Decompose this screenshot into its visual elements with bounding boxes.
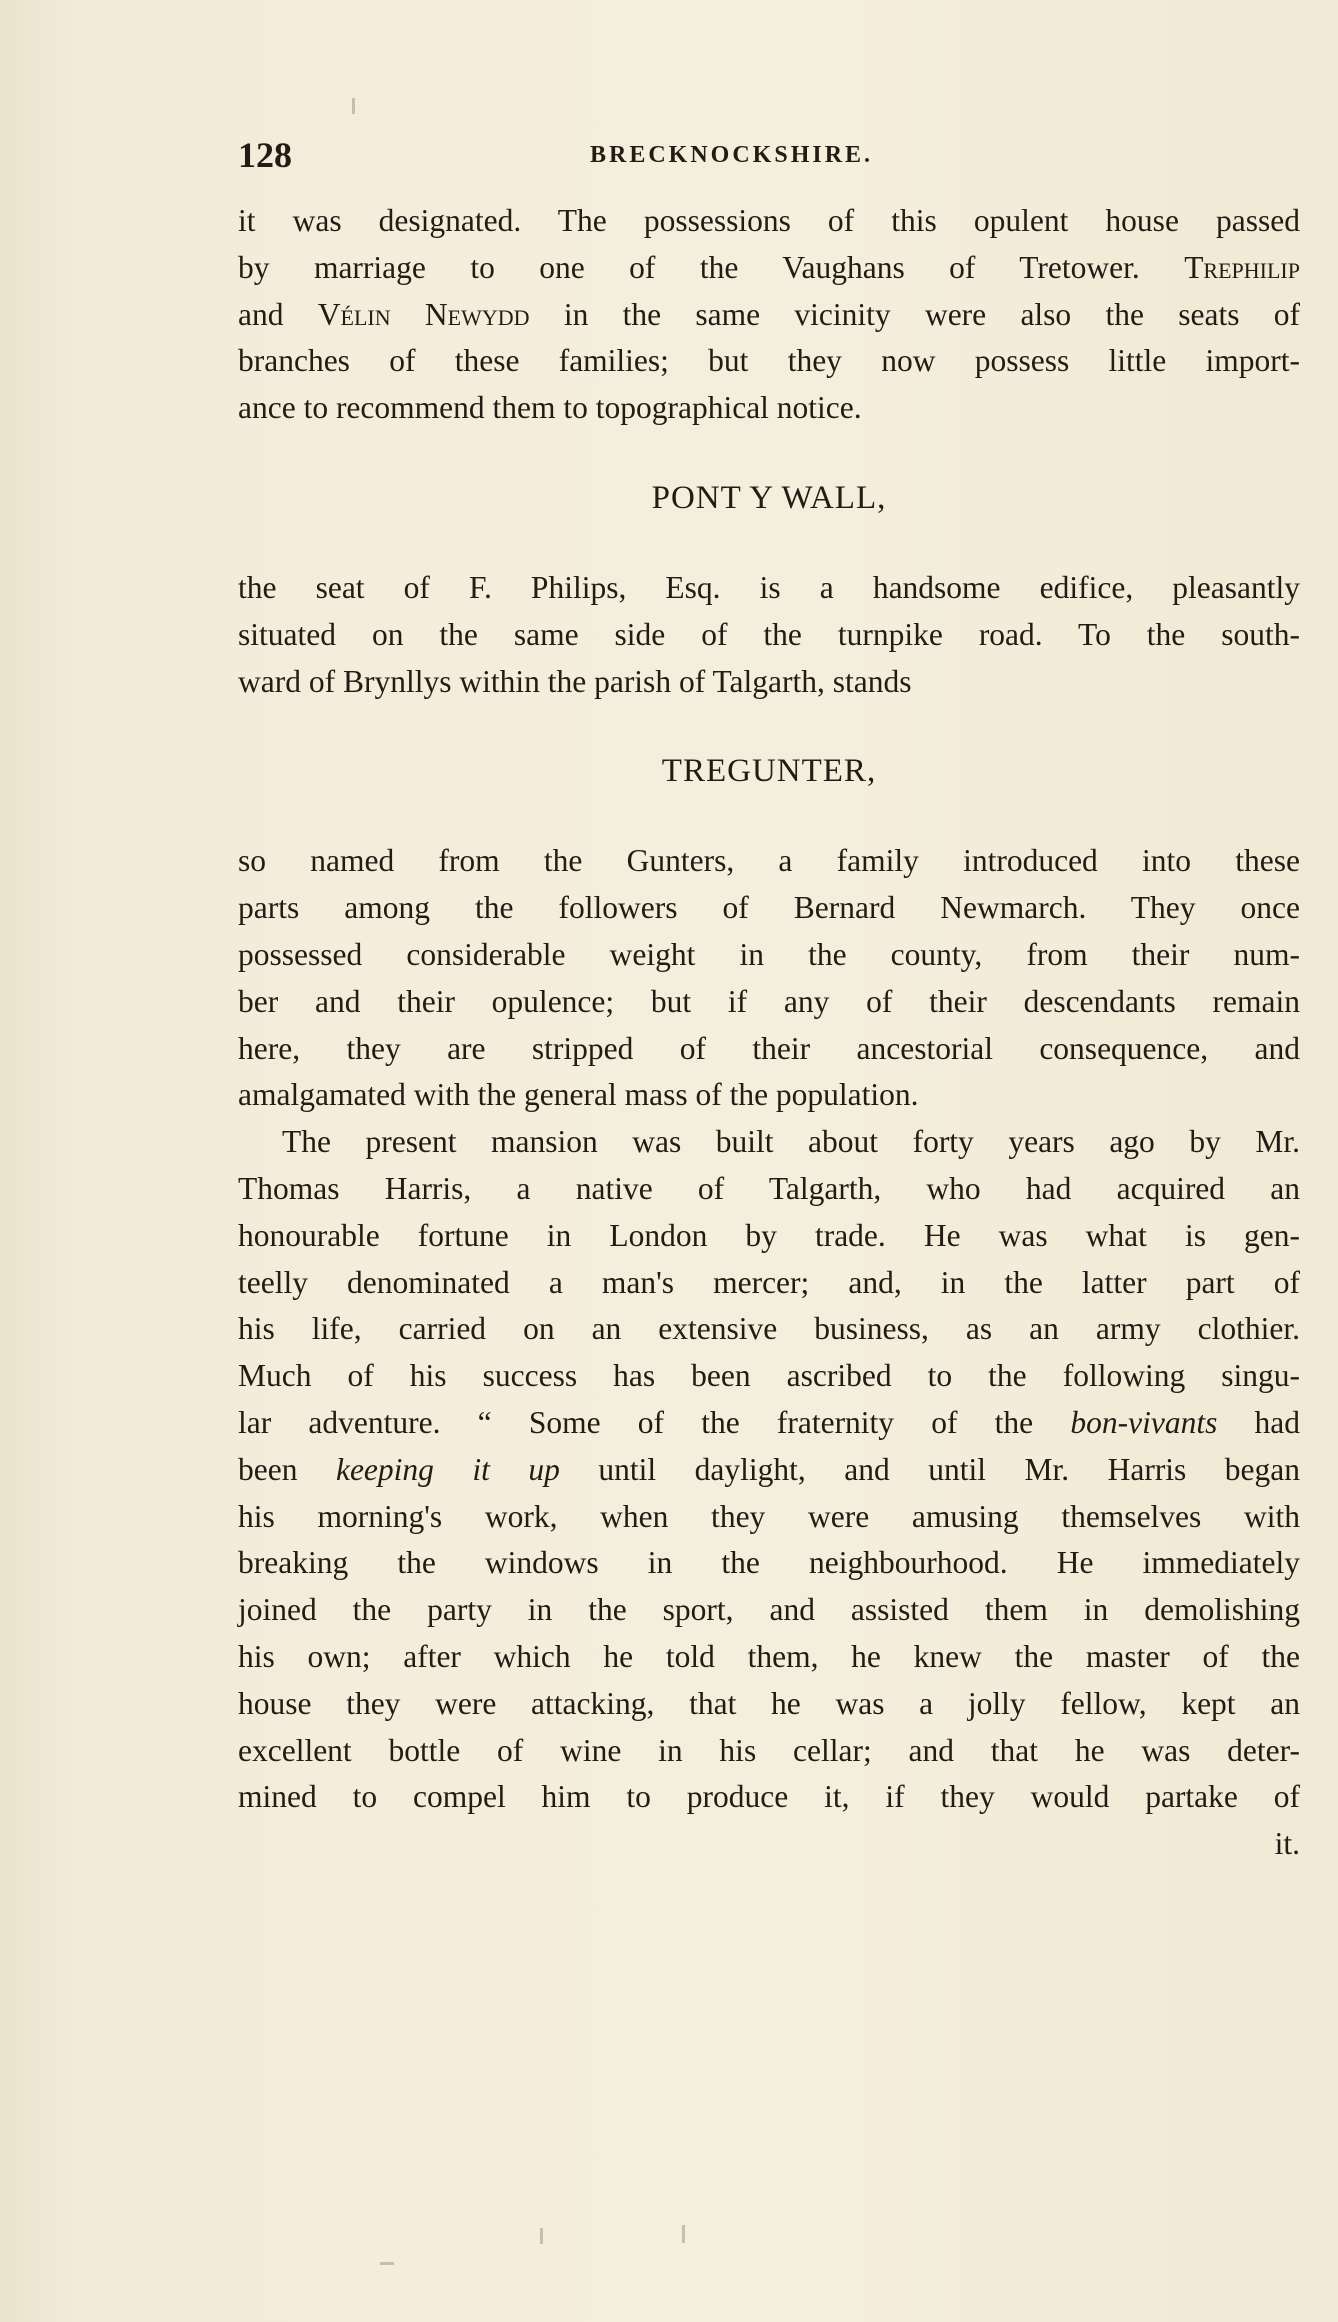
text-line: house they were attacking, that he was a jolly fellow, kept an (238, 1685, 1300, 1721)
paper-speck (682, 2225, 685, 2243)
small-caps-name: Newydd (424, 296, 530, 332)
text-line: situated on the same side of the turnpike road. To the south- (238, 616, 1300, 652)
text-line: his own; after which he told them, he knew the master of the (238, 1638, 1300, 1674)
text-line: ance to recommend them to topographical notice. (238, 390, 862, 426)
section-heading-tregunter: TREGUNTER, (661, 753, 877, 790)
page-body (238, 198, 1300, 1868)
text-line: honourable fortune in London by trade. He was what is gen- (238, 1217, 1300, 1253)
paper-speck (352, 98, 355, 114)
text-line: The present mansion was built about forty years ago by Mr. (282, 1124, 1300, 1160)
text-line: breaking the windows in the neighbourhood. He immediately (238, 1545, 1300, 1581)
text-line: lar adventure. “ Some of the fraternity of the bon-vivants had (238, 1404, 1301, 1440)
running-head: BRECKNOCKSHIRE. (590, 142, 874, 168)
text-line: possessed considerable weight in the county, from their num- (238, 936, 1300, 972)
italic-phrase: keeping it up (335, 1451, 560, 1487)
text-line: amalgamated with the general mass of the population. (238, 1077, 919, 1113)
text-line: his life, carried on an extensive business, as an army clothier. (238, 1311, 1300, 1347)
italic-phrase: bon-vivants (1070, 1404, 1218, 1440)
text-line: his morning's work, when they were amusing themselves with (238, 1498, 1300, 1534)
page-number: 128 (238, 135, 292, 175)
text-line: so named from the Gunters, a family introduced into these (238, 843, 1300, 879)
text-line: ward of Brynllys within the parish of Talgarth, stands (238, 663, 912, 699)
text-line: the seat of F. Philips, Esq. is a handsome edifice, pleasantly (238, 569, 1300, 605)
text-line: Much of his success has been ascribed to the following singu- (238, 1358, 1300, 1394)
text-line: joined the party in the sport, and assisted them in demolishing (238, 1592, 1300, 1628)
text-line: mined to compel him to produce it, if they would partake of (238, 1779, 1300, 1815)
text-line: Thomas Harris, a native of Talgarth, who had acquired an (238, 1170, 1300, 1206)
catchword: it. (1274, 1826, 1300, 1862)
text-line: been keeping it up until daylight, and until Mr. Harris began (238, 1451, 1301, 1487)
text-line: teelly denominated a man's mercer; and, in the latter part of (238, 1264, 1300, 1300)
text-line: parts among the followers of Bernard Newmarch. They once (238, 890, 1300, 926)
text-line: it was designated. The possessions of this opulent house passed (238, 203, 1300, 238)
text-line: by marriage to one of the Vaughans of Tretower. Trephilip (238, 249, 1300, 285)
section-heading-pont-y-wall: PONT Y WALL, (651, 479, 887, 516)
small-caps-name: Trephilip (1184, 249, 1300, 285)
text-line: here, they are stripped of their ancestorial consequence, and (238, 1030, 1300, 1066)
text-line: excellent bottle of wine in his cellar; and that he was deter- (238, 1732, 1300, 1768)
text-line: branches of these families; but they now possess little import- (238, 343, 1300, 379)
paper-speck (540, 2228, 543, 2244)
small-caps-name: Vélin (317, 296, 391, 332)
text-line: ber and their opulence; but if any of their descendants remain (238, 983, 1300, 1019)
text-line: and Vélin Newydd in the same vicinity were also the seats of (238, 296, 1301, 332)
page-header (238, 134, 1298, 174)
paper-speck (380, 2262, 394, 2265)
